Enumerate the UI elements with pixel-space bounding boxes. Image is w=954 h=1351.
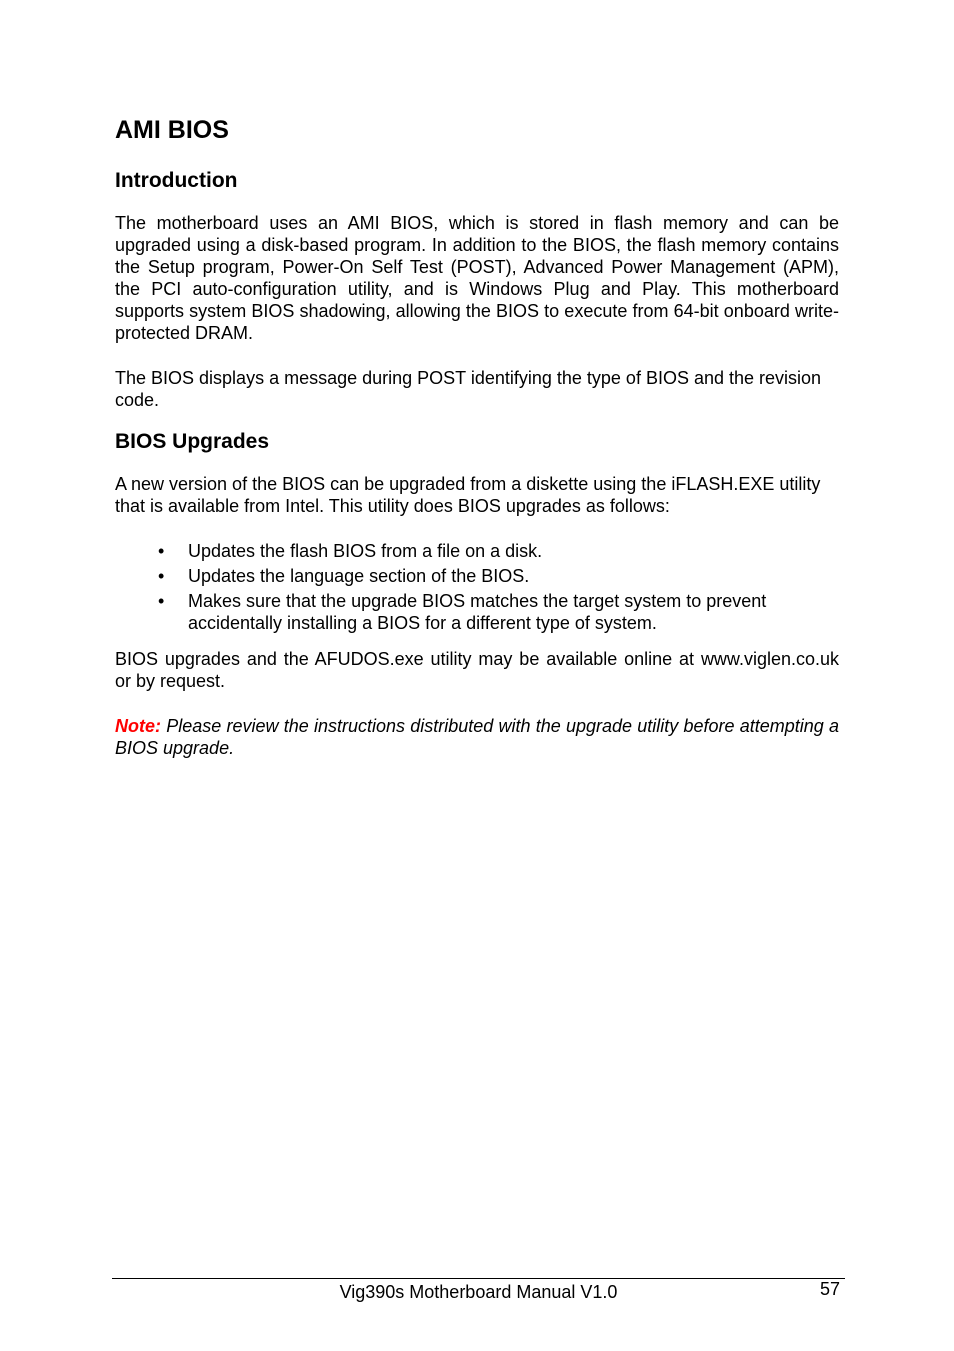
page-title: AMI BIOS [115,116,229,144]
upgrade-features-list [115,540,839,634]
list-item [115,565,839,587]
page-number: 57 [819,1279,840,1299]
section-heading-introduction: Introduction [115,169,238,192]
list-item-text: Makes sure that the upgrade BIOS matches the target system to prevent accidentally installing a BIOS for a different type of system. [188,591,767,633]
list-item [115,590,839,634]
note-paragraph [115,715,839,759]
bullet-icon: • [158,566,165,586]
note-text: Please review the instructions distributed with the upgrade utility before attempting a BIOS upgrade. [115,716,839,758]
footer-title: Vig390s Motherboard Manual V1.0 [339,1282,618,1302]
list-item-text: Updates the language section of the BIOS. [188,566,530,586]
note-label: Note: [115,716,161,736]
list-item [115,540,839,562]
upgrades-paragraph-2: BIOS upgrades and the AFUDOS.exe utility may be available online at www.viglen.co.uk or by request. [115,649,839,691]
list-item-text: Updates the flash BIOS from a file on a disk. [188,541,543,561]
page-content [115,112,839,759]
intro-paragraph-2: The BIOS displays a message during POST identifying the type of BIOS and the revision code. [115,368,822,410]
upgrades-paragraph-1: A new version of the BIOS can be upgraded from a diskette using the iFLASH.EXE utility that is available from Intel. This utility does BIOS upgrades as follows: [115,474,821,516]
footer-divider [112,1278,845,1279]
intro-paragraph-1: The motherboard uses an AMI BIOS, which is stored in flash memory and can be upgraded using a disk-based program. In addition to the BIOS, the flash memory contains the Setup program, Power-On Self Test (POST), Advanced Power Management (APM), the PCI auto-configuration utility, and is Windows Plug and Play. This motherboard supports system BIOS shadowing, allowing the BIOS to execute from 64-bit onboard write-protected DRAM. [115,213,839,343]
bullet-icon: • [158,591,165,611]
bullet-icon: • [158,541,165,561]
section-heading-bios-upgrades: BIOS Upgrades [115,430,270,453]
